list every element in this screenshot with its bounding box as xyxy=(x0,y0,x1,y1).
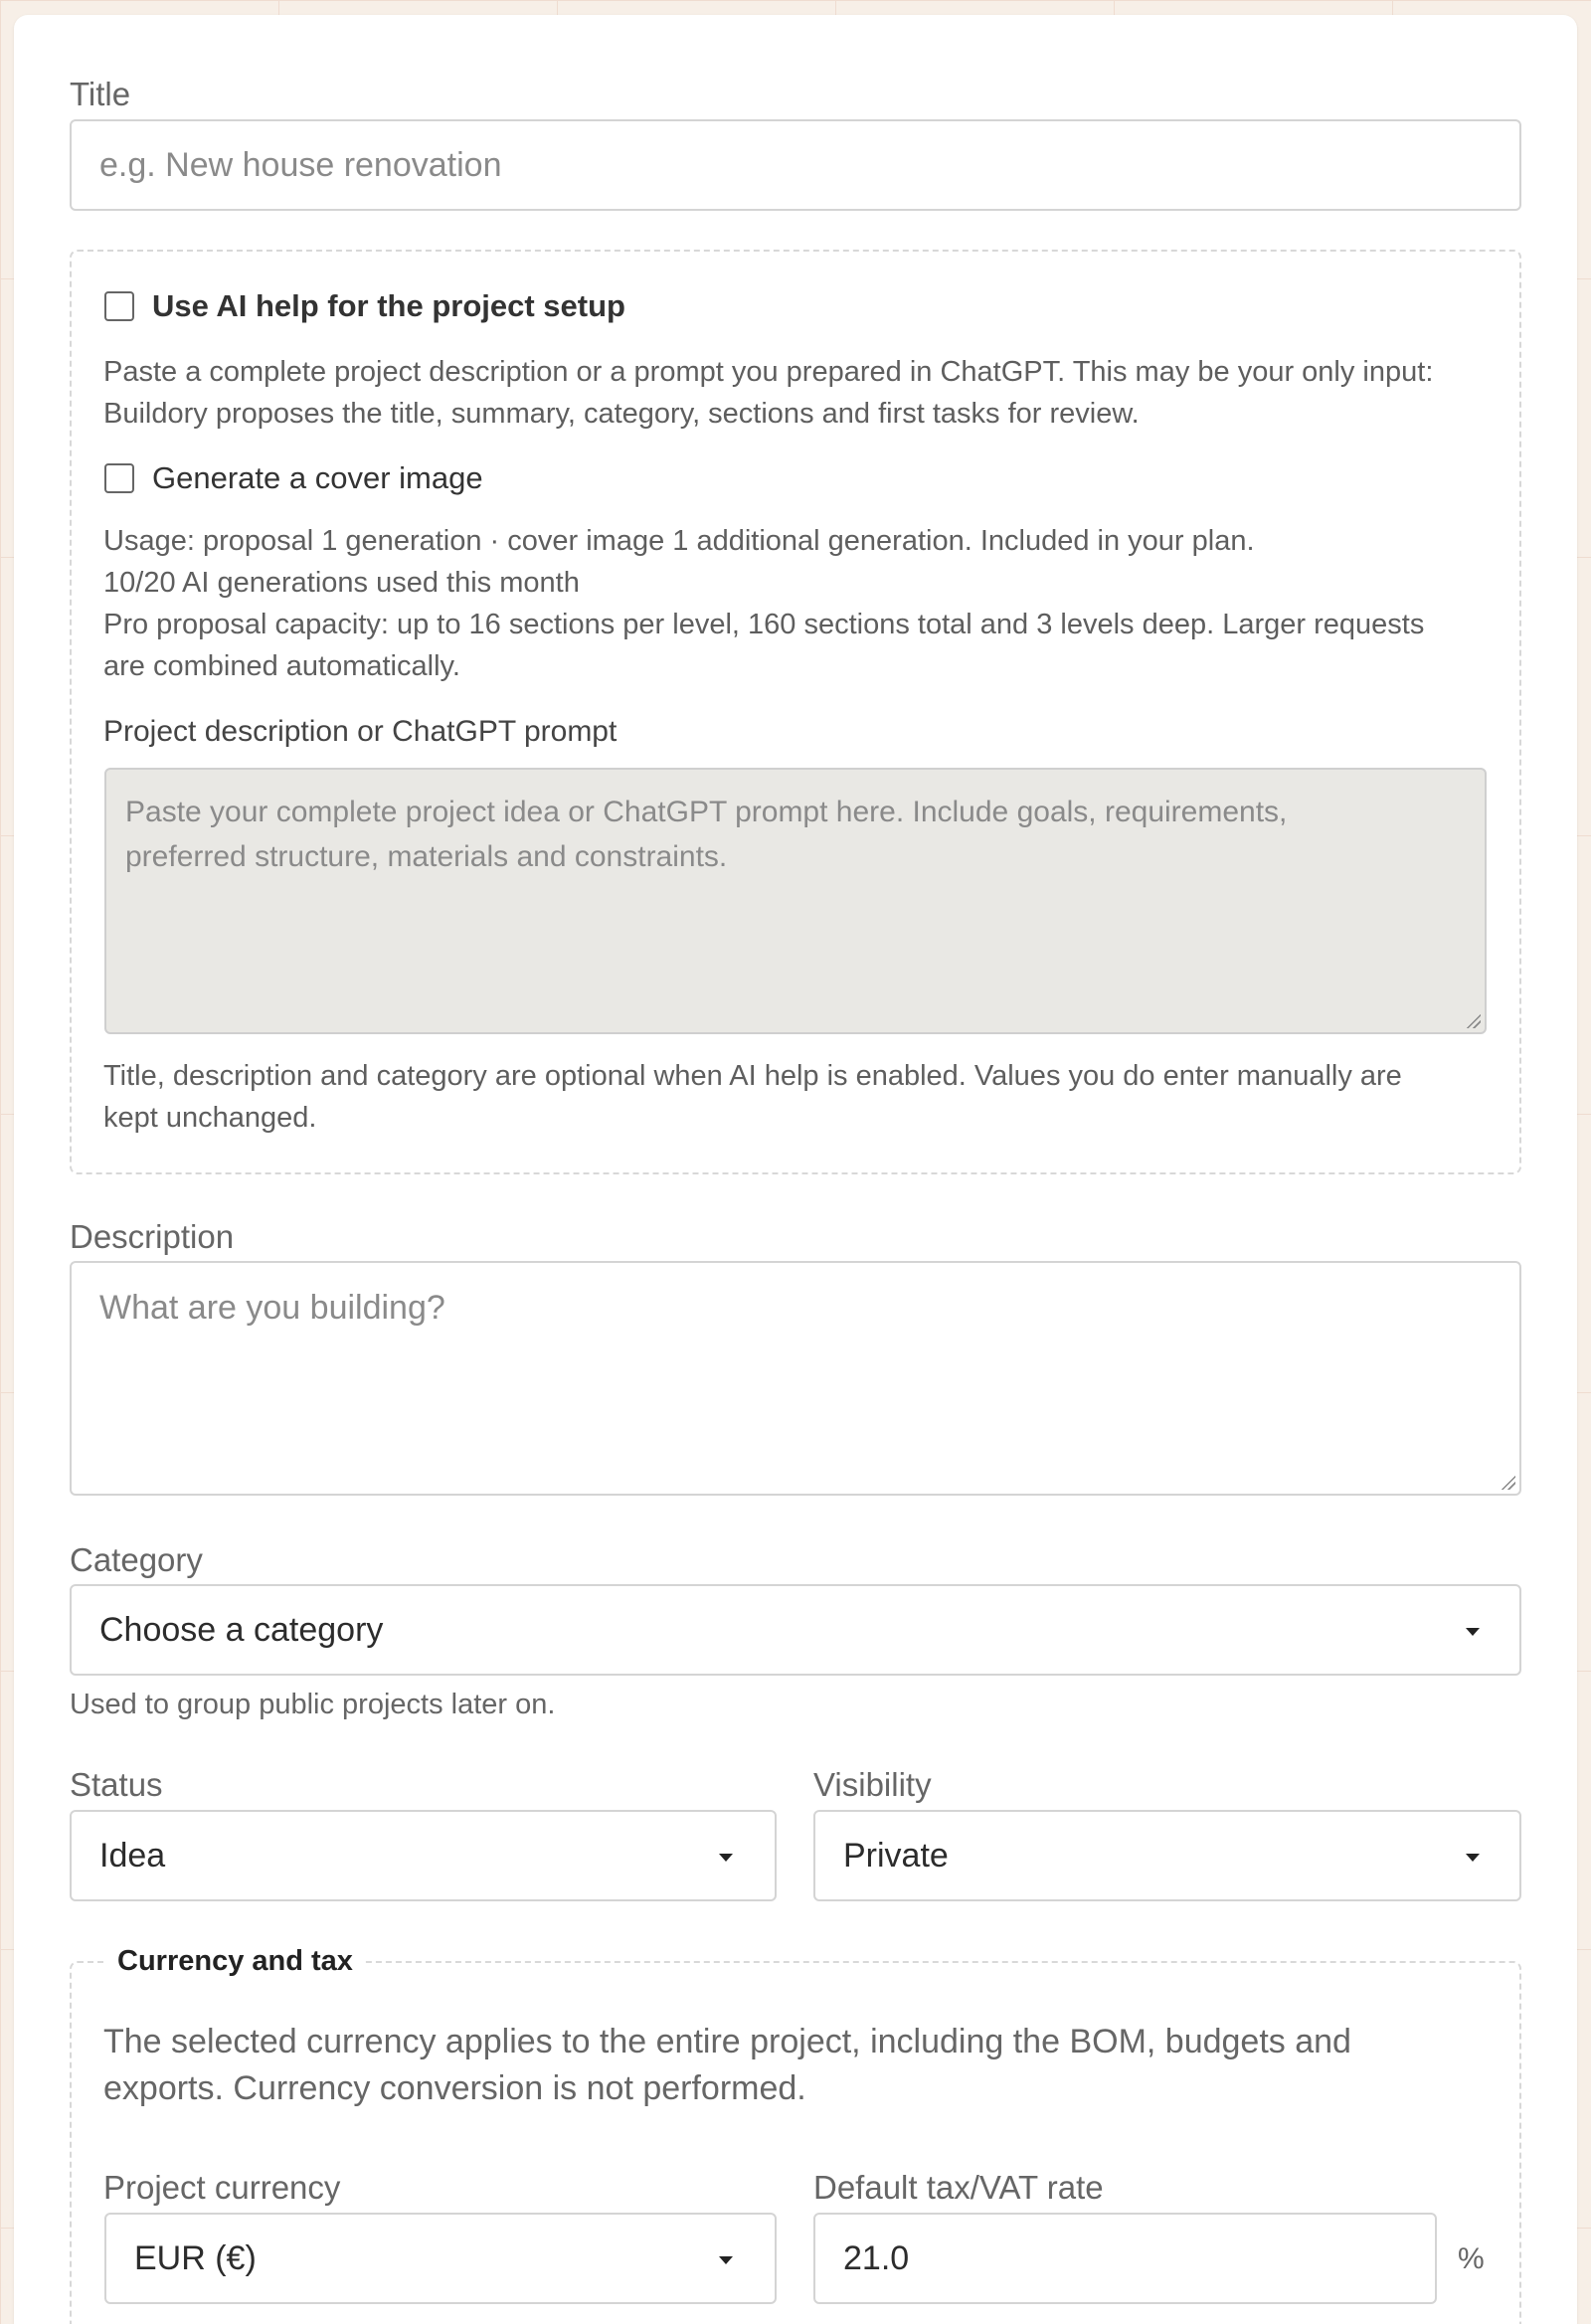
caret-down-icon xyxy=(1466,1628,1480,1636)
ai-help-intro-line1: Paste a complete project description or a prompt you prepared in ChatGPT. This may be your only input: xyxy=(103,356,1434,388)
currency-select[interactable] xyxy=(104,2213,777,2304)
status-select[interactable] xyxy=(70,1810,777,1901)
cover-image-checkbox-label[interactable]: Generate a cover image xyxy=(152,460,483,495)
visibility-select[interactable] xyxy=(813,1810,1521,1901)
category-select[interactable] xyxy=(70,1584,1521,1676)
status-selected-value: Idea xyxy=(99,1836,166,1875)
prompt-textarea[interactable] xyxy=(104,768,1487,1034)
prompt-placeholder-line1: Paste your complete project idea or ChatGPT prompt here. Include goals, requirements, xyxy=(125,796,1288,828)
cover-image-checkbox[interactable] xyxy=(104,463,134,493)
capacity-text-line1: Pro proposal capacity: up to 16 sections per level, 160 sections total and 3 levels deep. Larger requests xyxy=(103,609,1425,640)
visibility-selected-value: Private xyxy=(843,1836,949,1875)
ai-help-checkbox-label[interactable]: Use AI help for the project setup xyxy=(152,288,625,323)
category-help-text: Used to group public projects later on. xyxy=(70,1689,556,1720)
prompt-placeholder-line2: preferred structure, materials and constraints. xyxy=(125,840,728,873)
category-label: Category xyxy=(70,1541,203,1578)
capacity-text-line2: are combined automatically. xyxy=(103,650,460,682)
title-input[interactable] xyxy=(70,119,1521,211)
category-selected-value: Choose a category xyxy=(99,1610,384,1649)
currency-tax-legend: Currency and tax xyxy=(105,1942,365,1980)
currency-info-line1: The selected currency applies to the entire project, including the BOM, budgets and xyxy=(103,2023,1351,2060)
description-placeholder: What are you building? xyxy=(99,1289,445,1327)
visibility-label: Visibility xyxy=(813,1766,932,1803)
generations-used-text: 10/20 AI generations used this month xyxy=(103,567,580,599)
tax-rate-unit: % xyxy=(1458,2242,1485,2275)
resize-handle-icon[interactable] xyxy=(1465,1012,1481,1028)
status-label: Status xyxy=(70,1766,163,1803)
ai-note-line1: Title, description and category are optional when AI help is enabled. Values you do enter manually are xyxy=(103,1060,1402,1092)
currency-selected-value: EUR (€) xyxy=(134,2238,257,2277)
tax-rate-value: 21.0 xyxy=(843,2238,910,2277)
caret-down-icon xyxy=(719,1854,733,1862)
caret-down-icon xyxy=(1466,1854,1480,1862)
tax-rate-input[interactable] xyxy=(813,2213,1437,2304)
caret-down-icon xyxy=(719,2256,733,2264)
ai-help-intro-line2: Buildory proposes the title, summary, category, sections and first tasks for review. xyxy=(103,398,1140,430)
title-placeholder: e.g. New house renovation xyxy=(99,145,502,184)
usage-text: Usage: proposal 1 generation · cover image 1 additional generation. Included in your plan. xyxy=(103,525,1255,557)
prompt-label: Project description or ChatGPT prompt xyxy=(103,715,618,748)
currency-label: Project currency xyxy=(103,2169,341,2206)
resize-handle-icon[interactable] xyxy=(1500,1474,1515,1490)
ai-help-checkbox[interactable] xyxy=(104,291,134,321)
title-label: Title xyxy=(70,76,131,112)
currency-info-line2: exports. Currency conversion is not performed. xyxy=(103,2069,806,2107)
ai-note-line2: kept unchanged. xyxy=(103,1102,317,1134)
description-label: Description xyxy=(70,1218,235,1255)
tax-rate-label: Default tax/VAT rate xyxy=(813,2169,1104,2206)
description-textarea[interactable] xyxy=(70,1261,1521,1496)
